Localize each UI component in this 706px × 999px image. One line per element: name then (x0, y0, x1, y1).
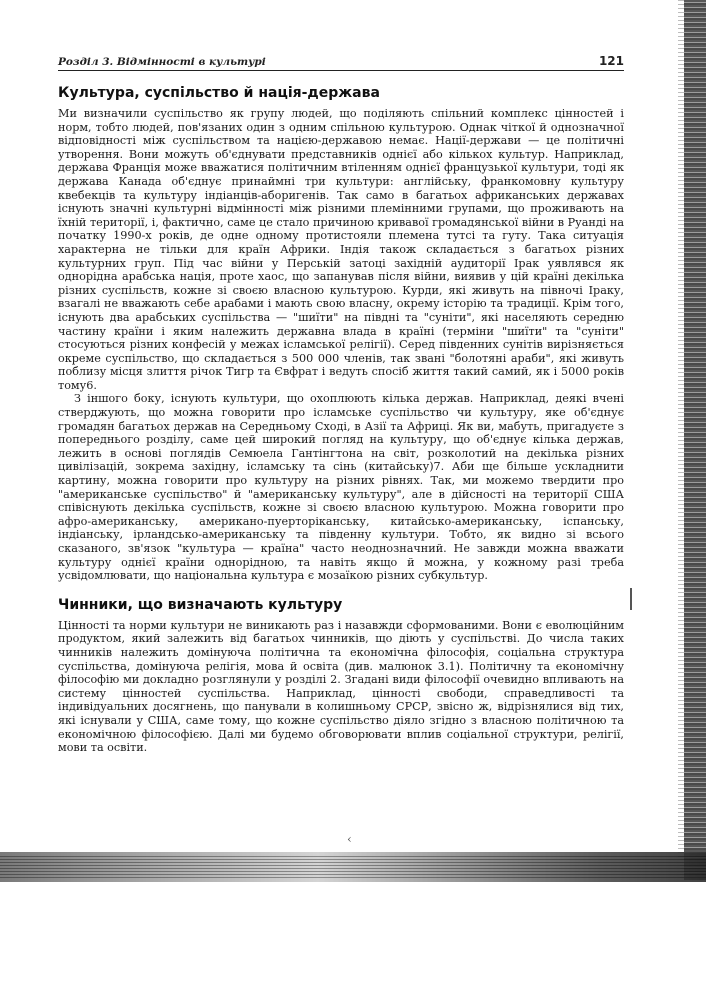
section1-paragraph-2: З іншого боку, існують культури, що охоплюють кілька держав. Наприклад, деякі вчені стверджують, що можна говорити про ісламське суспільство чи культуру, яке об'єднує громадян багатьох держав на Середньому Сході, в Азії та Африці. Як ви, мабуть, пригадуєте з попереднього розділу, саме цей широкий погляд на культуру, що об'єднує кілька держав, лежить в основі поглядів Семюела Гантінгтона на світ, розколотий на декілька різних цивілізацій, зокрема західну, ісламську та сінь (китайську)7. Аби ще більше ускладнити картину, можна говорити про культуру на різних рівнях. Так, ми можемо твердити про "американське суспільство" й "американську культуру", але в дійсності на території США співіснують декілька суспільств, кожне зі своєю власною культурою. Можна говорити про афро-американську, американо-пуерторіканську, китайсько-американську, іспанську, індіанську, ірландсько-американську та південну культури. Тобто, як видно зі всього сказаного, зв'язок "культура — країна" часто неоднозначний. Не завжди можна вважати культуру однієї країни однорідною, та навіть якщо й можна, у кожному разі треба усвідомлювати, що національна культура є мозаїкою різних субкультур. (58, 392, 624, 583)
section-heading-culture-society-nation: Культура, суспільство й нація-держава (58, 85, 380, 101)
page-number: 121 (598, 54, 624, 68)
section-heading-culture-factors: Чинники, що визначають культуру (58, 596, 343, 613)
book-page (58, 52, 624, 755)
running-header (58, 52, 624, 71)
scan-bottom-lines (0, 856, 706, 878)
stray-pencil-mark: ‹ (347, 832, 352, 846)
section2-body (58, 619, 624, 755)
chapter-title: Розділ 3. Відмінності в культурі (58, 56, 266, 68)
section2-paragraph-1: Цінності та норми культури не виникають раз і назавжди сформованими. Вони є еволюційним продуктом, який залежить від багатьох чинників, що діють у суспільстві. До числа таких чинників належить домінуюча політична та економічна філософія, соціальна структура суспільства, домінуюча релігія, мова й освіта (див. малюнок 3.1). Політичну та економічну філософію ми докладно розглянули у розділі 2. Згадані види філософії очевидно впливають на систему цінностей суспільства. Наприклад, цінності свободи, справедливості та індивідуальних досягнень, що панували в колишньому СРСР, звісно ж, відрізнялися від тих, які існували у США, саме тому, що кожне суспільство діяло згідно з власною політичною та економічною філософією. Далі ми будемо обговорювати вплив соціальної структури, релігії, мови та освіти. (58, 618, 624, 755)
section1-paragraph-1: Ми визначили суспільство як групу людей, що поділяють спільний комплекс цінностей і норм, тобто людей, пов'язаних один з одним спільною культурою. Однак чіткої й однозначної відповідності між суспільством та нацією-державою немає. Нації-держави — це політичні утворення. Вони можуть об'єднувати представників однієї або кількох культур. Наприклад, держава Франція може вважатися політичним втіленням однієї французької культури, тоді як держава Канада об'єднує принаймні три культури: англійську, франкомовну культуру квебекців та культуру індіанців-аборигенів. Так само в багатьох африканських державах існують значні культурні відмінності між різними племінними групами, що проживають на їхній території, і, фактично, саме це стало причиною кривавої громадянської війни в Руанді на початку 1990-х років, де одне одному протистояли племена тутсі та гуту. Така ситуація характерна не тільки для країн Африки. Індія також складається з багатьох різних культурних груп. Під час війни у Перській затоці західній аудиторії Ірак уявлявся як однорідна арабська нація, проте хаос, що запанував після війни, виявив у цій країні декілька різних суспільств, кожне зі своєю власною культурою. Курди, які живуть на півночі Іраку, взагалі не вважають себе арабами і мають свою власну, окрему історію та традиції. Крім того, існують два арабських суспільства — "шиїти" на півдні та "суніти", які населяють середню частину країни і яким належить державна влада в країні (терміни "шиїти" та "суніти" стосуються різних конфесій у межах ісламської релігії). Серед південних сунітів вирізняється окреме суспільство, що складається з 500 000 членів, так звані "болотяні араби", які живуть поблизу місця злиття річок Тигр та Євфрат і ведуть спосіб життя такий самий, як і 5000 років тому6. (58, 107, 624, 392)
margin-pencil-mark (630, 588, 632, 610)
section1-body (58, 107, 624, 583)
scan-binding-edge (684, 0, 706, 880)
